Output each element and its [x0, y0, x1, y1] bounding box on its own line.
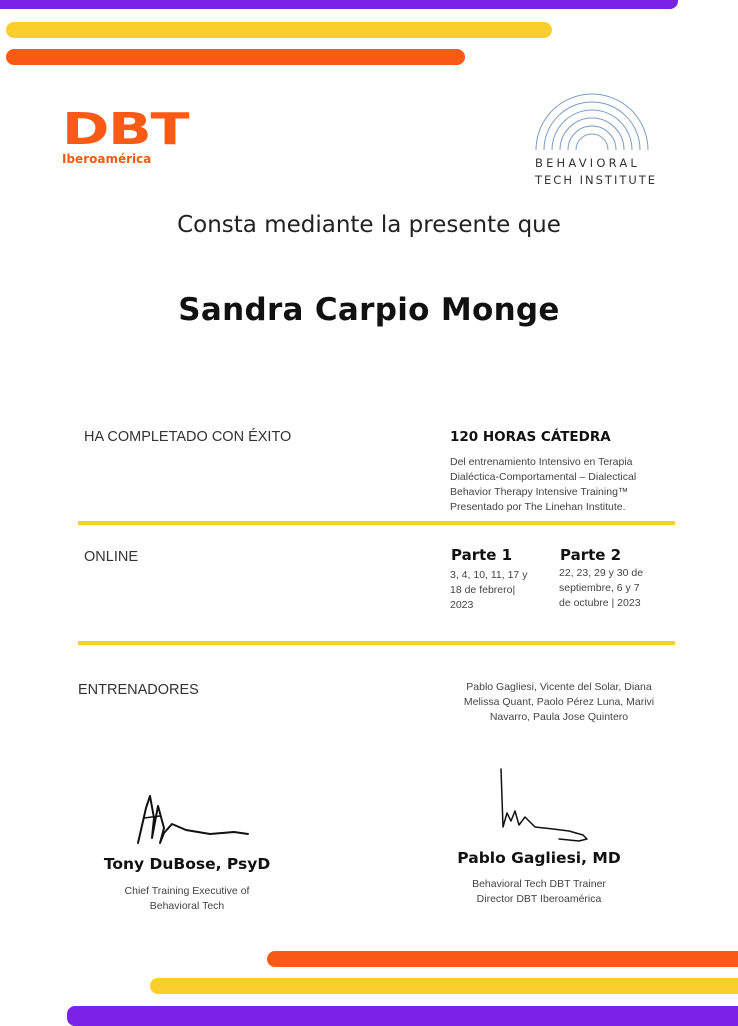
part2-title: Parte 2 — [560, 546, 622, 564]
part2-dates — [559, 566, 669, 611]
decorative-bar-orange-top — [6, 49, 465, 65]
bti-logo-line2: TECH INSTITUTE — [535, 173, 658, 187]
date-line: 3, 4, 10, 11, 17 y — [450, 569, 528, 581]
signer1-title — [62, 884, 312, 914]
hours-title: 120 HORAS CÁTEDRA — [450, 429, 611, 445]
signature-pablo-gagliesi — [495, 765, 595, 845]
arcs-icon — [532, 92, 652, 152]
signer2-title-line: Behavioral Tech DBT Trainer — [472, 878, 606, 890]
dbt-iberoamerica-logo — [62, 104, 202, 170]
date-line: 22, 23, 29 y 30 de — [559, 567, 644, 579]
signer1-title-line: Behavioral Tech — [149, 900, 225, 912]
behavioral-tech-institute-logo — [532, 92, 682, 188]
description-line: Behavior Therapy Intensive Training™ — [450, 486, 629, 498]
decorative-bar-yellow-bottom — [150, 978, 738, 994]
date-line: 2023 — [450, 599, 474, 611]
bti-logo-line1: BEHAVIORAL — [535, 156, 641, 170]
divider — [78, 641, 675, 645]
signer1-name: Tony DuBose, PsyD — [103, 855, 271, 873]
completion-label: HA COMPLETADO CON ÉXITO — [84, 429, 292, 445]
description-line: Dialéctica-Comportamental – Dialectical — [450, 471, 637, 483]
dbt-logo-subtitle: Iberoamérica — [62, 152, 152, 166]
decorative-bar-purple-top — [0, 0, 678, 9]
signer1-title-line: Chief Training Executive of — [124, 885, 250, 897]
part1-title: Parte 1 — [451, 546, 513, 564]
recipient-name: Sandra Carpio Monge — [178, 292, 560, 328]
mode-label: ONLINE — [84, 549, 138, 565]
signature-tony-dubose — [130, 788, 255, 848]
certificate-intro: Consta mediante la presente que — [177, 212, 561, 238]
signer2-title — [414, 877, 664, 907]
decorative-bar-yellow-top — [6, 22, 552, 38]
signer2-title-line: Director DBT Iberoamérica — [476, 893, 602, 905]
trainers-line: Pablo Gagliesi, Vicente del Solar, Diana — [466, 681, 652, 693]
description-line: Presentado por The Linehan Institute. — [450, 501, 626, 513]
date-line: septiembre, 6 y 7 — [559, 582, 640, 594]
dbt-logo-mark: DBT — [62, 104, 189, 155]
description-line: Del entrenamiento Intensivo en Terapia — [450, 456, 633, 468]
decorative-bar-purple-bottom — [67, 1006, 738, 1026]
part1-dates — [450, 568, 545, 613]
training-description — [450, 455, 670, 515]
trainers-line: Melissa Quant, Paolo Pérez Luna, Marivi — [463, 696, 655, 708]
decorative-bar-orange-bottom — [267, 951, 738, 967]
trainers-line: Navarro, Paula Jose Quintero — [489, 711, 629, 723]
date-line: 18 de febrero| — [450, 584, 516, 596]
trainers-label: ENTRENADORES — [78, 682, 199, 698]
signer2-name: Pablo Gagliesi, MD — [457, 849, 621, 867]
divider — [78, 521, 675, 525]
date-line: de octubre | 2023 — [559, 597, 641, 609]
trainers-names — [452, 680, 666, 725]
